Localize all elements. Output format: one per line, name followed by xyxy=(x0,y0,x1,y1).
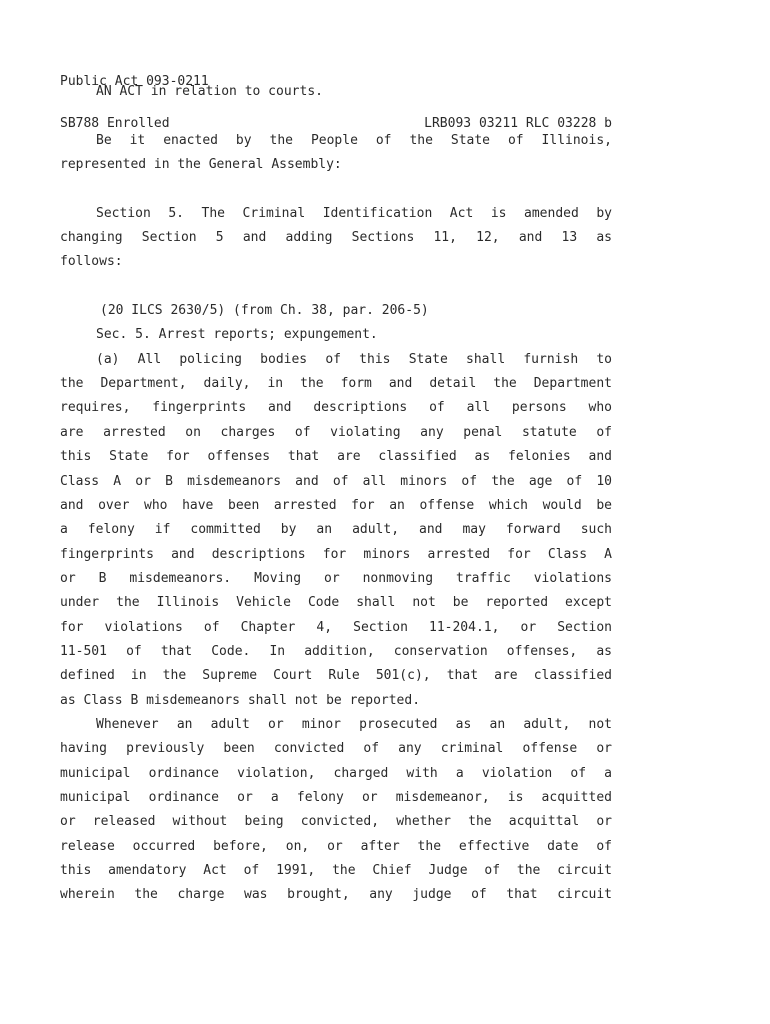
text-line: this amendatory Act of 1991, the Chief Judge of the circuit xyxy=(60,863,612,878)
text-line: or B misdemeanors. Moving or nonmoving traffic violations xyxy=(60,570,612,586)
lrb-code: LRB093 03211 RLC 03228 b xyxy=(424,116,612,131)
text-line: a felony if committed by an adult, and may forward such xyxy=(60,522,612,538)
section-heading: Sec. 5. Arrest reports; expungement. xyxy=(96,327,378,343)
public-act-number: Public Act 093-0211 xyxy=(60,74,209,89)
text-line: this State for offenses that are classified as felonies and xyxy=(60,449,612,465)
text-line: as Class B misdemeanors shall not be reported. xyxy=(60,692,421,708)
text-line: follows: xyxy=(60,254,123,270)
text-line: changing Section 5 and adding Sections 11, 12, and 13 as xyxy=(60,230,612,246)
blank-line xyxy=(60,180,612,204)
document-body xyxy=(60,83,612,911)
text-line: fingerprints and descriptions for minors arrested for Class A xyxy=(60,546,612,562)
bill-id: SB788 Enrolled xyxy=(60,116,170,131)
text-line: or released without being convicted, whether the acquittal or xyxy=(60,814,612,830)
text-line: requires, fingerprints and descriptions of all persons who xyxy=(60,400,612,416)
statute-citation: (20 ILCS 2630/5) (from Ch. 38, par. 206-5) xyxy=(100,303,429,319)
text-line: Section 5. The Criminal Identification Act is amended by xyxy=(96,205,612,221)
text-line: release occurred before, on, or after the effective date of xyxy=(60,838,612,854)
text-line: Whenever an adult or minor prosecuted as an adult, not xyxy=(96,716,612,732)
blank-line xyxy=(60,278,612,302)
text-line: represented in the General Assembly: xyxy=(60,157,342,173)
text-line: AN ACT in relation to courts. xyxy=(96,84,323,99)
text-line: and over who have been arrested for an offense which would be xyxy=(60,497,612,513)
text-line: having previously been convicted of any criminal offense or xyxy=(60,741,612,757)
text-line: wherein the charge was brought, any judge of that circuit xyxy=(60,887,612,903)
text-line: Class A or B misdemeanors and of all minors of the age of 10 xyxy=(60,473,612,489)
text-line: are arrested on charges of violating any penal statute of xyxy=(60,424,612,440)
blank-line xyxy=(60,107,612,131)
text-line: municipal ordinance or a felony or misdemeanor, is acquitted xyxy=(60,789,612,805)
text-line: defined in the Supreme Court Rule 501(c), that are classified xyxy=(60,668,612,684)
text-line: the Department, daily, in the form and detail the Department xyxy=(60,376,612,392)
text-line: Be it enacted by the People of the State of Illinois, xyxy=(96,132,612,148)
text-line: 11-501 of that Code. In addition, conservation offenses, as xyxy=(60,643,612,659)
text-line: under the Illinois Vehicle Code shall not be reported except xyxy=(60,595,612,611)
text-line: for violations of Chapter 4, Section 11-204.1, or Section xyxy=(60,619,612,635)
text-line: (a) All policing bodies of this State shall furnish to xyxy=(96,351,612,367)
text-line: municipal ordinance violation, charged with a violation of a xyxy=(60,765,612,781)
